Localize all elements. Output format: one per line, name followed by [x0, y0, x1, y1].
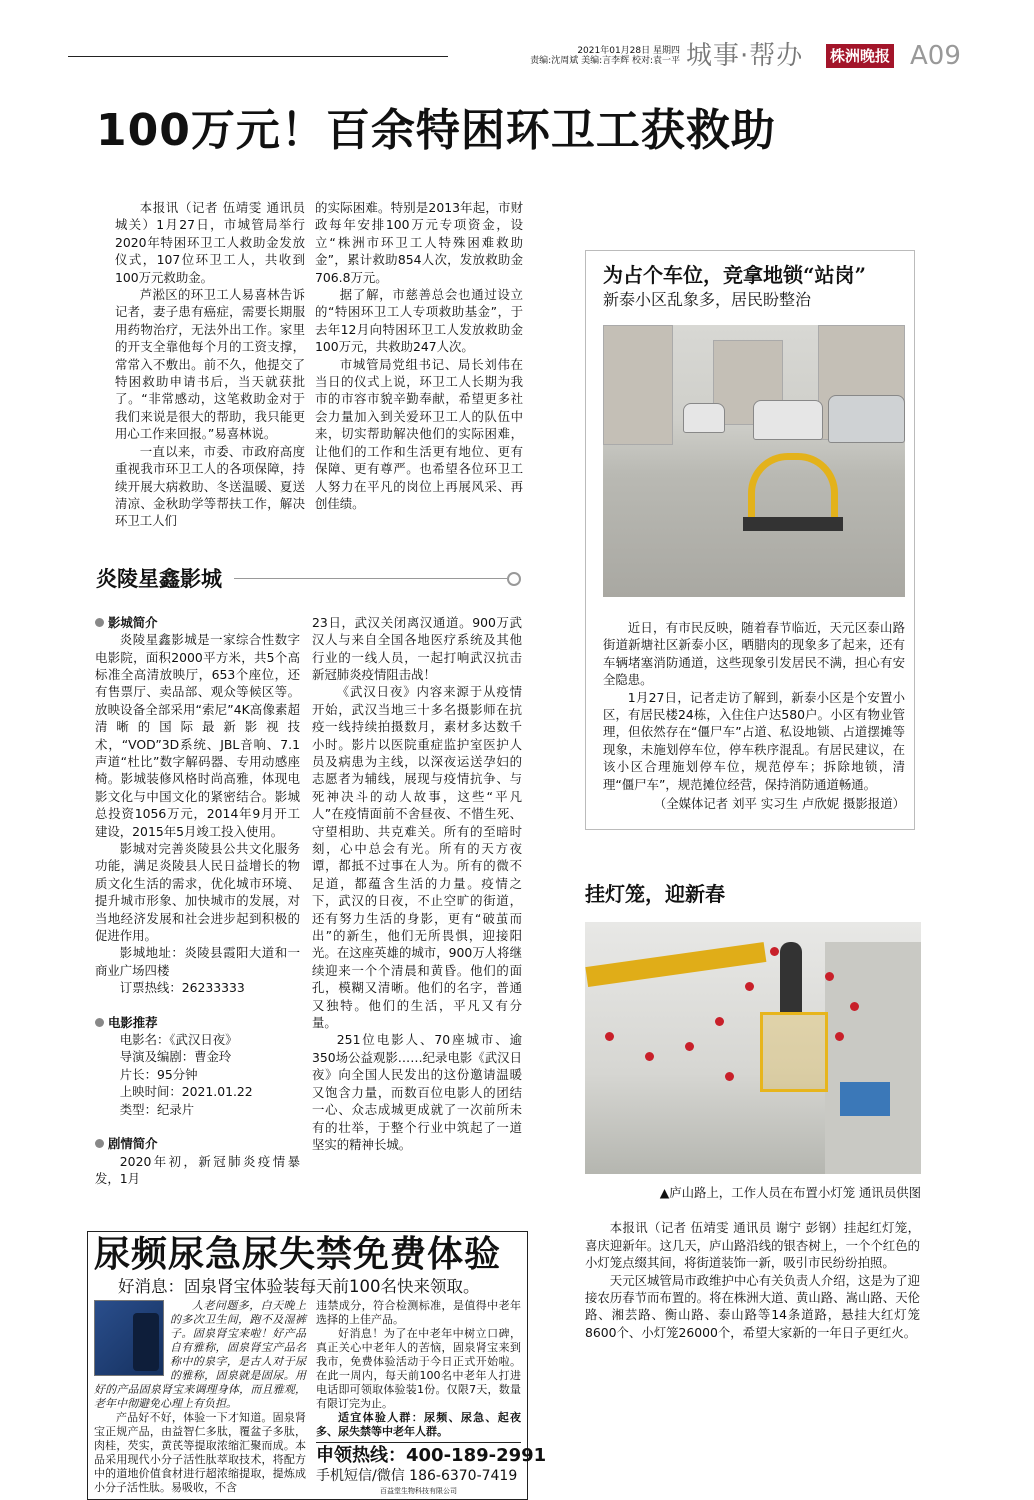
- photo-caption: ▲庐山路上，工作人员在布置小灯笼 通讯员供图: [659, 1185, 921, 1200]
- bullet-icon: [95, 1139, 104, 1148]
- bullet-icon: [95, 618, 104, 627]
- paragraph: 本报讯（记者 伍靖雯 通讯员 城关）1月27日，市城管局举行2020年特困环卫工人救助金发放仪式，107位环卫工人，共收到100万元救助金。: [115, 200, 305, 285]
- bullet-icon: [95, 1018, 104, 1027]
- ad-right-column: [316, 1299, 547, 1496]
- paragraph: 适宜体验人群：尿频、尿急、起夜多、尿失禁等中老年人群。: [316, 1411, 521, 1439]
- intro-heading-label: 影城简介: [108, 614, 158, 630]
- ad-left-column: [94, 1299, 306, 1496]
- movie-info: 电影名：《武汉日夜》: [119, 1032, 238, 1048]
- paragraph: 1月27日，记者走访了解到，新泰小区是个安置小区，有居民楼24栋，入住住户达580户。小区有物业管理，但依然存在“僵尸车”占道、私设地锁、占道摆摊等现象，未施划停车位，停车秩序混乱。有居民建议，在该小区合理施划停车位，规范停车；拆除地锁，清理“僵尸车”，规范摊位经营，保持消防通道畅通。: [603, 689, 905, 792]
- article2-body: [603, 619, 905, 793]
- movie-info: 导演及编剧：曹金玲: [119, 1049, 232, 1065]
- page-number: A09: [910, 41, 961, 71]
- article2-subheadline: 新泰小区乱象多，居民盼整治: [603, 290, 812, 309]
- ad-hotline: 申领热线：400-189-2991: [316, 1442, 521, 1467]
- article3-body: [585, 1219, 920, 1341]
- cinema-col1: [95, 614, 300, 1188]
- movie-info: 上映时间：2021.01.22: [119, 1084, 253, 1100]
- paragraph: 影城对完善炎陵县公共文化服务功能，满足炎陵县人民日益增长的物质文化生活的需求，优化城市环境、提升城市形象、加快城市的发展，对当地经济发展和社会进步起到积极的促进作用。: [95, 841, 300, 944]
- rec-heading-label: 电影推荐: [108, 1014, 158, 1030]
- ad-headline: 尿频尿急尿失禁免费体验: [94, 1234, 502, 1276]
- ad-company: 百益堂生物科技有限公司: [380, 1487, 457, 1496]
- header-meta: [530, 46, 680, 66]
- left-column-area: [94, 199, 547, 1500]
- section-name: 城事·帮办: [686, 41, 804, 71]
- paragraph: 《武汉日夜》内容来源于从疫情开始，武汉当地三十多名摄影师在抗疫一线持续拍摄数月，素材多达数千小时。影片以医院重症监护室医护人员及病患为主线，以深夜运送孕妇的志愿者为辅线，展现与疫情抗争、与死神决斗的动人故事，这些“平凡人”在疫情面前不舍昼夜、不惜生死、守望相助、共克难关。所有的至暗时刻，心中总会有光。所有的天方夜谭，都抵不过事在人为。所有的微不足道，都蕴含生活的力量。疫情之下，武汉的日夜，不止空旷的街道，还有努力生活的身影，更有“破茧而出”的新生，他们无所畏惧，迎接阳光。在这座英雄的城市，900万人将继续迎来一个个清晨和黄昏。他们的面孔，模糊又清晰。他们的名字，普通又独特。他们的生活，平凡又有分量。: [312, 684, 522, 1031]
- paragraph: 据了解，市慈善总会也通过设立的“特困环卫工人专项救助基金”，于去年12月向特困环卫工人发放救助金100万元，共救助247人次。: [315, 287, 523, 355]
- paragraph: 的实际困难。特别是2013年起，市财政每年安排100万元专项资金，设立“株洲市环卫工人特殊困难救助金”，累计救助854人次，发放救助金706.8万元。: [315, 200, 523, 285]
- newspaper-logo: 株洲晚报: [826, 44, 894, 68]
- paragraph: 一直以来，市委、市政府高度重视我市环卫工人的各项保障，持续开展大病救助、冬送温暖、夏送清凉、金秋助学等帮扶工作，解决环卫工人们: [115, 443, 305, 529]
- lantern-photo: [585, 922, 921, 1174]
- header-rule: [68, 56, 448, 57]
- paragraph: 251位电影人、70座城市、逾350场公益观影……纪录电影《武汉日夜》向全国人民发出的这份邀请温暖又饱含力量，而数百位电影人的团结一心、众志成城更成就了一次前所未有的壮举，于整个行业中筑起了一道坚实的精神长城。: [312, 1032, 522, 1152]
- cinema-col2: [312, 614, 522, 1188]
- ad-sms: 手机短信/微信 186-6370-7419: [316, 1468, 518, 1485]
- article1-col2: [315, 199, 523, 530]
- paragraph: 天元区城管局市政维护中心有关负责人介绍，这是为了迎接农历春节而布置的。将在株洲大道、黄山路、嵩山路、天伦路、湘芸路、衡山路、泰山路等14条道路，悬挂大红灯笼8600个、小灯笼26000个，希望大家新的一年日子更红火。: [585, 1272, 920, 1340]
- article2-headline: 为占个车位，竞拿地锁“站岗”: [603, 263, 867, 287]
- paragraph: 炎陵星鑫影城是一家综合性数字电影院，面积2000平方米，共5个高标准全高清放映厅，653个座位，还有售票厅、卖品部、观众等候区等。放映设备全部采用“索尼”4K高像素超清晰的国际最新影视技术，“VOD”3D系统、JBL音响、7.1声道“杜比”数字解码器、专用动感座椅。影城装修风格时尚高雅，体现电影文化与中国文化的紧密结合。影城总投资1056万元，2014年9月开工建设，2015年5月竣工投入使用。: [95, 632, 300, 839]
- paragraph: 23日，武汉关闭离汉通道。900万武汉人与来自全国各地医疗系统及其他行业的一线人员，一起打响武汉抗击新冠肺炎疫情阻击战！: [312, 614, 522, 682]
- section-circle-ornament: [507, 572, 521, 586]
- article3-headline: 挂灯笼，迎新春: [585, 882, 725, 906]
- cinema-section-title: 炎陵星鑫影城: [96, 565, 222, 591]
- issue-date: 2021年01月28日 星期四: [577, 46, 680, 56]
- article1-headline: 100万元！百余特困环卫工获救助: [96, 105, 776, 156]
- movie-info: 片长：95分钟: [119, 1066, 198, 1082]
- parking-lock: [748, 453, 838, 523]
- paragraph: 芦淞区的环卫工人易喜林告诉记者，妻子患有癌症，需要长期服用药物治疗，无法外出工作。家里的开支全靠他每个月的工资支撑，常常入不敷出。前不久，他提交了特困救助申请书后，当天就获批了。“非常感动，这笔救助金对于我们来说是很大的帮助，我只能更用心工作来回报。”易喜林说。: [115, 287, 305, 442]
- paragraph: 本报讯（记者 伍靖雯 通讯员 谢宁 彭钢）挂起红灯笼，喜庆迎新年。这几天，庐山路沿线的银杏树上，一个个红色的小灯笼点缀其间，将街道装饰一新，吸引市民纷纷拍照。: [585, 1220, 920, 1271]
- editors: 责编:沈周斌 美编:言李辉 校对:袁一平: [530, 56, 680, 66]
- paragraph: 市城管局党组书记、局长刘伟在当日的仪式上说，环卫工人长期为我市的市容市貌辛勤奉献，希望更多社会力量加入到关爱环卫工人的队伍中来，切实帮助解决他们的实际困难，让他们的工作和生活更有地位、更有保障、更有尊严。也希望各位环卫工人努力在平凡的岗位上再展风采、再创佳绩。: [315, 356, 523, 511]
- article1-body: [115, 199, 527, 530]
- ad-body: [94, 1299, 547, 1496]
- plot-heading: [95, 1135, 300, 1152]
- cinema-body: [95, 614, 527, 1188]
- paragraph: 违禁成分，符合检测标准，是值得中老年选择的上佳产品。: [316, 1299, 521, 1327]
- paragraph: 影城地址：炎陵县霞阳大道和一商业广场四楼: [95, 945, 300, 978]
- paragraph: 2020年初，新冠肺炎疫情暴发，1月: [95, 1153, 300, 1186]
- paragraph: 近日，有市民反映，随着春节临近，天元区泰山路街道新塘社区新泰小区，晒腊肉的现象多了起来，还有车辆堵塞消防通道，这些现象引发居民不满，担心有安全隐患。: [603, 620, 905, 688]
- article1-col1: [115, 199, 305, 530]
- parking-lock-photo: [603, 325, 905, 597]
- paragraph: 订票热线：26233333: [119, 980, 245, 996]
- movie-info: 类型：纪录片: [119, 1101, 195, 1117]
- plot-heading-label: 剧情简介: [108, 1136, 158, 1152]
- right-column-area: [585, 250, 921, 1341]
- product-image: [94, 1300, 164, 1376]
- ad-handwritten-text: 人老问题多，白天晚上的多次卫生间，跑不及湿裤子。固泉肾宝来啦！好产品自有雅称，固泉肾宝产品名称中的泉字，是古人对于尿的雅称，固泉就是固尿。用好的产品固泉肾宝来调理身体，而且雅观，老年中彻避免心理上有负担。: [94, 1299, 306, 1411]
- paragraph: 好消息！为了在中老年中树立口碑，真正关心中老年人的苦恼，固泉肾宝来到我市，免费体验活动于今日正式开始啦。在此一周内，每天前100名中老年人打进电话即可领取体验装1份。仅限7天，数量有限订完为止。: [316, 1327, 521, 1411]
- rec-heading: [95, 1014, 300, 1031]
- intro-heading: [95, 614, 300, 631]
- ad-subheadline: 好消息：固泉肾宝体验装每天前100名快来领取。: [118, 1277, 480, 1297]
- advertisement: [87, 1231, 547, 1500]
- cinema-section-header: [95, 564, 527, 594]
- ad-col1: 产品好不好，体验一下才知道。固泉肾宝正规产品，由益智仁多肽，覆盆子多肽，肉桂，芡实，黄芪等提取浓缩汇聚而成。本品采用现代小分子活性肽萃取技术，将配方中的道地价值食材进行超浓缩提取，提炼成小分子活性肽。易吸收，不含: [94, 1411, 306, 1495]
- article2-credit: （全媒体记者 刘平 实习生 卢欣妮 摄影报道）: [653, 796, 905, 812]
- parking-article-box: [585, 250, 915, 830]
- section-rule: [234, 578, 507, 579]
